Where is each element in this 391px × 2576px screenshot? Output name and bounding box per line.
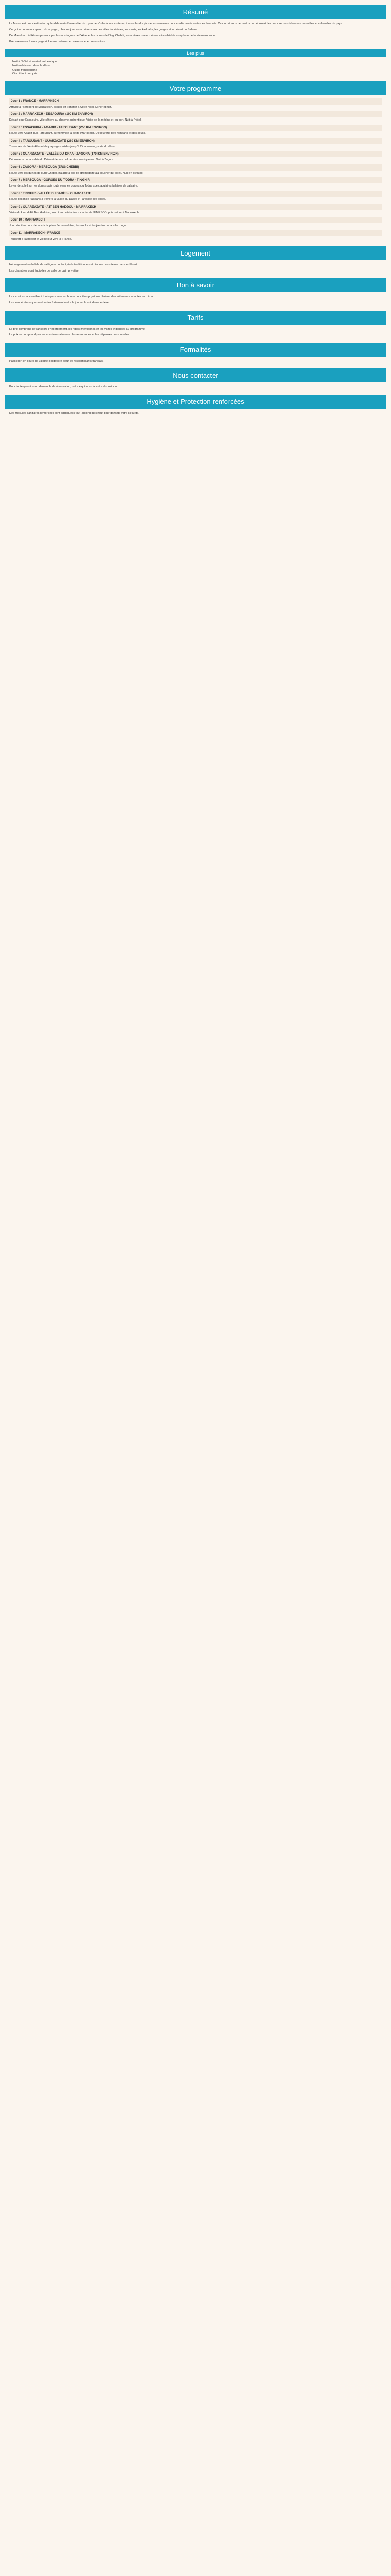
resume-paragraph: Le Maroc est une destination splendide mais l'ensemble du royaume s'offre à ses visiteurs, il vous faudra plusieurs semaines pour en découvrir toutes les beautés. Ce circuit vous permettra de découvrir les nombreuses richesses naturelles et culturelles du pays. [9,22,343,25]
infos-section [5,343,386,364]
day-label: Jour 10 : MARRAKECH [9,217,382,223]
programme-section [5,81,386,242]
tarifs-paragraph: Le prix ne comprend pas les vols internationaux, les assurances et les dépenses personnelles. [9,333,131,337]
day-label: Jour 1 : FRANCE - MARRAKECH [9,98,382,105]
day-label: Jour 3 : ESSAOUIRA - AGADIR - TAROUDANT (250 KM ENVIRON) [9,125,382,131]
tarifs-heading: Tarifs [5,311,386,325]
bon-paragraph: Les températures peuvent varier fortement entre le jour et la nuit dans le désert. [9,301,111,305]
bon-paragraph: Le circuit est accessible à toute personne en bonne condition physique. Prévoir des vêtements adaptés au climat. [9,295,155,299]
list-item: • Circuit tout compris [12,72,382,76]
day-label: Jour 2 : MARRAKECH - ESSAOUIRA (190 KM ENVIRON) [9,111,382,117]
day-label: Jour 11 : MARRAKECH - FRANCE [9,230,382,236]
infos-heading: Formalités [5,343,386,357]
resume-paragraph: Ce guide donne un aperçu du voyage ; chaque jour vous découvrirez les villes impériales, les oasis, les kasbahs, les gorges et le désert du Sahara. [9,28,198,31]
list-item: • Nuit à l'hôtel et en riad authentique [12,60,382,64]
programme-heading: Votre programme [5,81,386,95]
day-label: Jour 8 : TINGHIR - VALLÉE DU DADÈS - OUARZAZATE [9,191,382,197]
footer-paragraph: Des mesures sanitaires renforcées sont appliquées tout au long du circuit pour garantir votre sécurité. [9,412,139,415]
list-item: • Nuit en bivouac dans le désert [12,64,382,69]
day-text: Arrivée à l'aéroport de Marrakech, accueil et transfert à votre hôtel. Dîner et nuit. [9,105,112,109]
day-text: Route des mille kasbahs à travers la vallée du Dadès et la vallée des roses. [9,197,106,201]
logement-section [5,246,386,273]
logement-paragraph: Les chambres sont équipées de salle de bain privative. [9,269,80,273]
day-text: Découverte de la vallée du Drâa et de ses palmeraies verdoyantes. Nuit à Zagora. [9,158,115,162]
footer-section [5,395,386,416]
resume-section [5,5,386,44]
day-text: Départ pour Essaouira, ville côtière au charme authentique. Visite de la médina et du port. Nuit à l'hôtel. [9,118,142,122]
bon-heading: Bon à savoir [5,278,386,292]
footer-heading: Hygiène et Protection renforcées [5,395,386,409]
day-label: Jour 9 : OUARZAZATE - AÏT BEN HADDOU - MARRAKECH [9,204,382,210]
day-text: Transfert à l'aéroport et vol retour vers la France. [9,237,72,241]
plus-heading: Les plus [5,49,386,57]
resume-paragraph: Préparez-vous à un voyage riche en couleurs, en saveurs et en rencontres. [9,40,106,43]
resume-paragraph: De Marrakech à Fès en passant par les montagnes de l'Atlas et les dunes de l'Erg Chebbi, vous vivrez une expérience inoubliable au rythme de la vie marocaine. [9,34,216,38]
contact-heading: Nous contacter [5,368,386,382]
day-text: Visite du ksar d'Aït Ben Haddou, inscrit au patrimoine mondial de l'UNESCO, puis retour à Marrakech. [9,211,140,214]
tarifs-paragraph: Le prix comprend le transport, l'hébergement, les repas mentionnés et les visites indiquées au programme. [9,327,146,331]
logement-paragraph: Hébergement en hôtels de catégorie confort, riads traditionnels et bivouac sous tente dans le désert. [9,263,138,267]
day-text: Route vers Agadir puis Taroudant, surnommée la petite Marrakech. Découverte des remparts et des souks. [9,131,146,135]
day-label: Jour 6 : ZAGORA - MERZOUGA (ERG CHEBBI) [9,164,382,171]
list-item: • Guide francophone [12,69,382,73]
programme-days [5,98,386,242]
infos-paragraph: Passeport en cours de validité obligatoire pour les ressortissants français. [9,359,104,363]
day-label: Jour 7 : MERZOUGA - GORGES DU TODRA - TINGHIR [9,177,382,183]
day-text: Route vers les dunes de l'Erg Chebbi. Balade à dos de dromadaire au coucher du soleil. Nuit en bivouac. [9,171,144,175]
page [0,0,391,418]
resume-heading: Résumé [5,5,386,19]
plus-section [5,49,386,76]
logement-heading: Logement [5,246,386,260]
day-label: Jour 4 : TAROUDANT - OUARZAZATE (280 KM ENVIRON) [9,138,382,144]
tarifs-section [5,311,386,337]
day-text: Lever de soleil sur les dunes puis route vers les gorges du Todra, spectaculaires falaises de calcaire. [9,184,138,188]
contact-section [5,368,386,389]
day-text: Journée libre pour découvrir la place Jemaa el-Fna, les souks et les jardins de la ville rouge. [9,224,127,228]
plus-list [12,60,382,76]
contact-paragraph: Pour toute question ou demande de réservation, notre équipe est à votre disposition. [9,385,118,389]
day-label: Jour 5 : OUARZAZATE - VALLÉE DU DRAA - ZAGORA (170 KM ENVIRON) [9,151,382,157]
day-text: Traversée de l'Anti-Atlas et de paysages arides jusqu'à Ouarzazate, porte du désert. [9,145,117,148]
bon-section [5,278,386,305]
